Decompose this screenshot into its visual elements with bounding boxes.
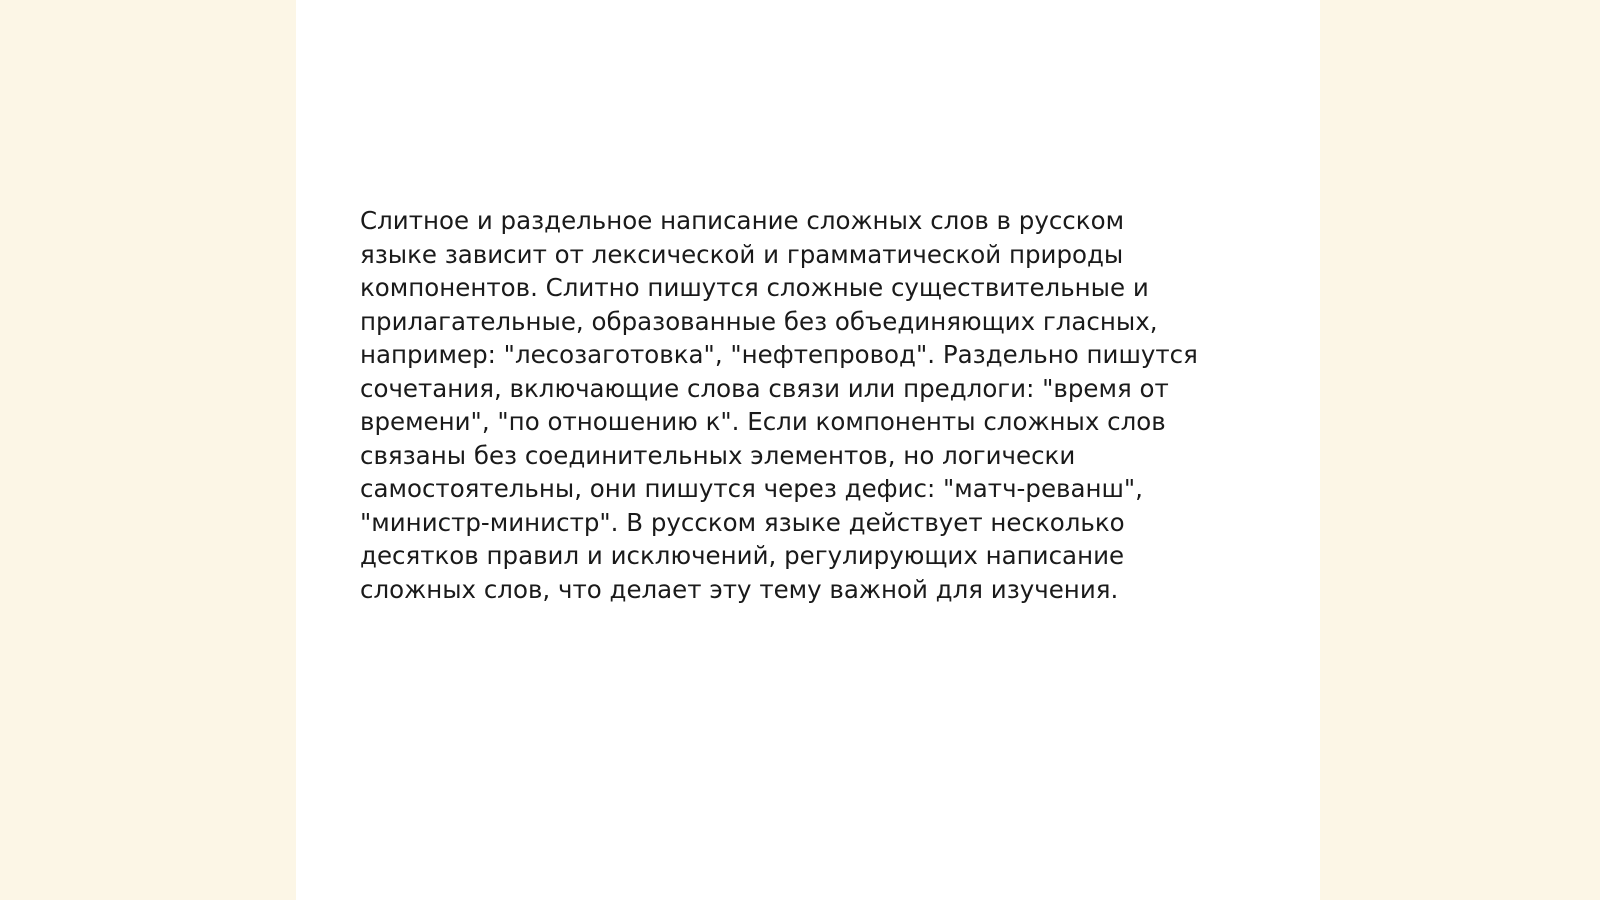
paragraph-line: Слитное и раздельное написание сложных слов в русском bbox=[360, 206, 1125, 235]
paragraph-line: времени", "по отношению к". Если компоненты сложных слов bbox=[360, 407, 1166, 436]
paragraph-line: "министр-министр". В русском языке действует несколько bbox=[360, 507, 1125, 537]
paragraph-line: самостоятельны, они пишутся через дефис: "матч-реванш", bbox=[360, 474, 1143, 503]
paragraph bbox=[360, 204, 1240, 606]
paragraph-line: например: "лесозаготовка", "нефтепровод". Раздельно пишутся bbox=[360, 340, 1198, 369]
paragraph-line: сложных слов, что делает эту тему важной для изучения. bbox=[360, 574, 1119, 604]
text-body bbox=[360, 204, 1240, 606]
paragraph-line: сочетания, включающие слова связи или предлоги: "время от bbox=[360, 373, 1169, 403]
document-page bbox=[296, 0, 1320, 900]
paragraph-line: десятков правил и исключений, регулирующих написание bbox=[360, 541, 1125, 570]
paragraph-line: языке зависит от лексической и грамматической природы bbox=[360, 239, 1124, 269]
paragraph-line: связаны без соединительных элементов, но логически bbox=[360, 440, 1076, 470]
paragraph-line: прилагательные, образованные без объединяющих гласных, bbox=[360, 306, 1158, 336]
paragraph-line: компонентов. Слитно пишутся сложные существительные и bbox=[360, 273, 1149, 302]
